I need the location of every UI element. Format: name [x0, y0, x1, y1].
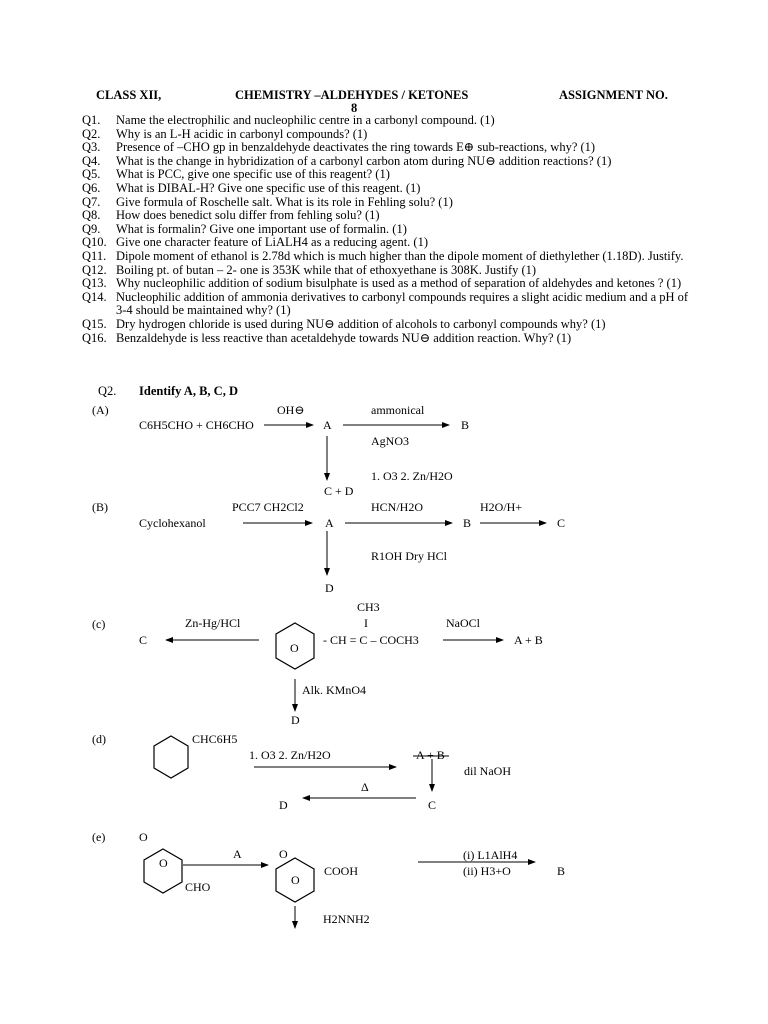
part-c-ring-label: O: [290, 641, 299, 655]
part-b-reagent4: R1OH Dry HCl: [371, 549, 448, 563]
assignment-heading: ASSIGNMENT NO.: [559, 88, 668, 102]
part-c-product-c: C: [139, 633, 148, 647]
part-a-product-b: B: [461, 418, 470, 432]
part-c-label: (c): [92, 617, 106, 631]
part-e-product-b: B: [557, 864, 566, 878]
part-d-reagent3: Δ: [361, 780, 369, 794]
question-number: Q13.: [82, 276, 107, 291]
part-c-reagent-left: Zn-Hg/HCl: [185, 616, 241, 630]
part-e-reagent2: (ii) H3+O: [463, 864, 511, 878]
question-number: Q9.: [82, 221, 101, 236]
question-text: Give one character feature of LiALH4 as a reducing agent. (1): [116, 235, 428, 250]
part-b-product-a: A: [325, 516, 334, 530]
part-a-product-cd: C + D: [324, 484, 354, 498]
part-a-reagent2-bottom: AgNO3: [371, 434, 409, 448]
subject-heading: CHEMISTRY –ALDEHYDES / KETONES: [235, 88, 469, 102]
part-e-ring1-label: O: [159, 856, 168, 870]
part-d-product-d: D: [279, 798, 288, 812]
part-e-o-top-left: O: [139, 830, 148, 844]
question-text: Nucleophilic addition of ammonia derivatives to carbonyl compounds requires a slight acidic medium and a pH of 3-4 should be maintained why? (1): [116, 289, 689, 318]
assignment-number: 8: [351, 101, 358, 115]
part-e-o-top-mid: O: [279, 847, 288, 861]
reactants-text: C6H5CHO + CH6CHO: [139, 418, 254, 432]
question-text: What is formalin? Give one important use of formalin. (1): [116, 221, 407, 236]
part-e-ring2-label: O: [291, 873, 300, 887]
part-e-label: (e): [92, 830, 106, 844]
part-a-reagent3: 1. O3 2. Zn/H2O: [371, 469, 453, 483]
part-c-product-ab: A + B: [514, 633, 543, 647]
question-text: How does benedict solu differ from fehling solu? (1): [116, 208, 380, 223]
part-a-reactants: [139, 418, 254, 432]
question-text: Why is an L-H acidic in carbonyl compounds? (1): [116, 126, 368, 141]
part-e-reagent1: (i) L1AlH4: [463, 848, 518, 862]
question-number: Q5.: [82, 167, 101, 182]
part-e-cho: CHO: [185, 880, 211, 894]
part-c-substituent: CH3: [357, 600, 380, 614]
question-text: Boiling pt. of butan – 2- one is 353K while that of ethoxyethane is 308K. Justify (1): [116, 262, 537, 277]
question-number: Q7.: [82, 194, 101, 209]
part-d-reagent2: dil NaOH: [464, 764, 511, 778]
question-number: Q16.: [82, 330, 107, 345]
question-text: What is DIBAL-H? Give one specific use of this reagent. (1): [116, 180, 421, 195]
class-heading: CLASS XII,: [96, 88, 162, 102]
question-number: Q14.: [82, 289, 107, 304]
question-text: Presence of –CHO gp in benzaldehyde deactivates the ring towards E⊕ sub-reactions, why? (1): [116, 140, 596, 155]
part-a-label: (A): [92, 403, 109, 417]
part-e-reagent-down: H2NNH2: [323, 912, 370, 926]
part-b-product-c: C: [557, 516, 566, 530]
part-d-product-ab: A + B: [416, 748, 445, 762]
question-text: Why nucleophilic addition of sodium bisulphate is used as a method of separation of aldehydes and ketones ? (1): [116, 276, 682, 291]
question-number: Q2.: [82, 126, 101, 141]
section-title: Identify A, B, C, D: [139, 384, 238, 398]
section-number: Q2.: [98, 384, 117, 398]
part-c-chain: - CH = C – COCH3: [323, 633, 419, 647]
question-number: Q4.: [82, 153, 101, 168]
part-d-label: (d): [92, 732, 106, 746]
question-number: Q10.: [82, 235, 107, 250]
question-text: What is PCC, give one specific use of this reagent? (1): [116, 167, 390, 182]
part-a-product-a: A: [323, 418, 332, 432]
part-b-label: (B): [92, 500, 108, 514]
question-text: Dipole moment of ethanol is 2.78d which is much higher than the dipole moment of diethylether (1.18D). Justify.: [116, 248, 684, 263]
part-b-product-b: B: [463, 516, 472, 530]
part-b-reagent1: PCC7 CH2Cl2: [232, 500, 304, 514]
part-c-product-d: D: [291, 713, 300, 727]
part-c-bond-mark: I: [364, 616, 368, 630]
question-number: Q3.: [82, 140, 101, 155]
question-number: Q15.: [82, 316, 107, 331]
cyclohexane-ring-d: [154, 736, 188, 778]
part-a-reagent1: OH⊖: [277, 403, 305, 417]
part-d-product-c: C: [428, 798, 437, 812]
question-number: Q12.: [82, 262, 107, 277]
question-number: Q8.: [82, 208, 101, 223]
question-number: Q6.: [82, 180, 101, 195]
part-b-reactant: Cyclohexanol: [139, 516, 206, 530]
question-text: Name the electrophilic and nucleophilic centre in a carbonyl compound. (1): [116, 113, 495, 127]
part-b-product-d: D: [325, 581, 334, 595]
question-number: Q1.: [82, 113, 101, 127]
question-text: Give formula of Roschelle salt. What is its role in Fehling solu? (1): [116, 194, 453, 209]
part-b-reagent3: H2O/H+: [480, 500, 523, 514]
question-number: Q11.: [82, 248, 107, 263]
part-e-cooh: COOH: [324, 864, 359, 878]
question-text: Benzaldehyde is less reactive than acetaldehyde towards NU⊖ addition reaction. Why? (1): [116, 330, 572, 345]
question-text: What is the change in hybridization of a carbonyl carbon atom during NU⊖ addition reactions? (1): [116, 153, 612, 168]
question-text: Dry hydrogen chloride is used during NU⊖ addition of alcohols to carbonyl compounds why? (1): [116, 316, 606, 331]
part-d-reagent1: 1. O3 2. Zn/H2O: [249, 748, 331, 762]
part-d-substituent: CHC6H5: [192, 732, 238, 746]
part-c-reagent-right: NaOCl: [446, 616, 480, 630]
part-a-reagent2-top: ammonical: [371, 403, 425, 417]
part-e-product-a: A: [233, 847, 242, 861]
part-b-reagent2: HCN/H2O: [371, 500, 424, 514]
part-c-reagent-down: Alk. KMnO4: [302, 683, 367, 697]
